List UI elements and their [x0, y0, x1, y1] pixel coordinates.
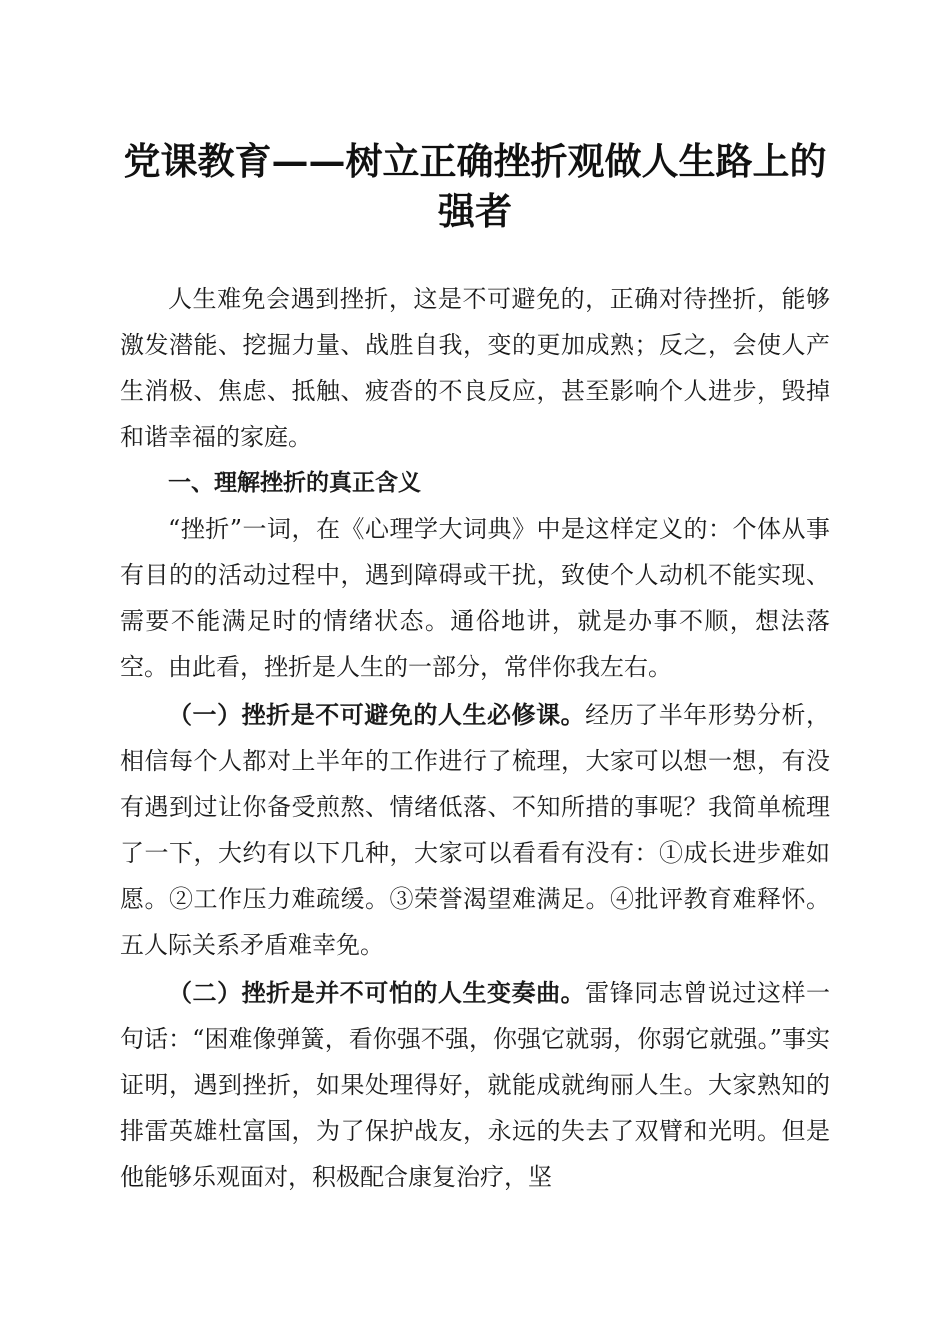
section-heading-text: 一、理解挫折的真正含义: [168, 470, 421, 496]
paragraph-text: 雷锋同志曾说过这样一句话：“困难像弹簧，看你强不强，你强它就弱，你弱它就强。”事实证明，遇到挫折，如果处理得好，就能成就绚丽人生。大家熟知的排雷英雄杜富国，为了保护战友，永远的失去了双臂和光明。但是他能够乐观面对，积极配合康复治疗，坚: [120, 979, 831, 1191]
paragraph-text: “挫折”一词，在《心理学大词典》中是这样定义的：个体从事有目的的活动过程中，遇到障碍或干扰，致使个人动机不能实现、需要不能满足时的情绪状态。通俗地讲，就是办事不顺，想法落空。由此看，挫折是人生的一部分，常伴你我左右。: [120, 515, 830, 681]
section-heading: [120, 460, 830, 506]
paragraph-text: 经历了半年形势分析，相信每个人都对上半年的工作进行了梳理，大家可以想一想，有没有遇到过让你备受煎熬、情绪低落、不知所措的事呢？我简单梳理了一下，大约有以下几种，大家可以看看有没有：①成长进步难如愿。②工作压力难疏缓。③荣誉渴望难满足。④批评教育难释怀。五人际关系矛盾难幸免。: [120, 701, 831, 959]
subsection-lead: （一）挫折是不可避免的人生必修课。: [168, 700, 586, 729]
subsection-one-paragraph: [120, 692, 830, 968]
intro-paragraph: [120, 276, 830, 460]
document-body: [120, 276, 830, 1200]
document-title: 党课教育——树立正确挫折观做人生路上的强者: [123, 139, 827, 233]
paragraph-text: 人生难免会遇到挫折，这是不可避免的，正确对待挫折，能够激发潜能、挖掘力量、战胜自我，变的更加成熟；反之，会使人产生消极、焦虑、抵触、疲沓的不良反应，甚至影响个人进步，毁掉和谐幸福的家庭。: [120, 285, 830, 451]
subsection-lead: （二）挫折是并不可怕的人生变奏曲。: [168, 978, 586, 1007]
definition-paragraph: [120, 506, 830, 690]
subsection-two-paragraph: [120, 970, 830, 1200]
